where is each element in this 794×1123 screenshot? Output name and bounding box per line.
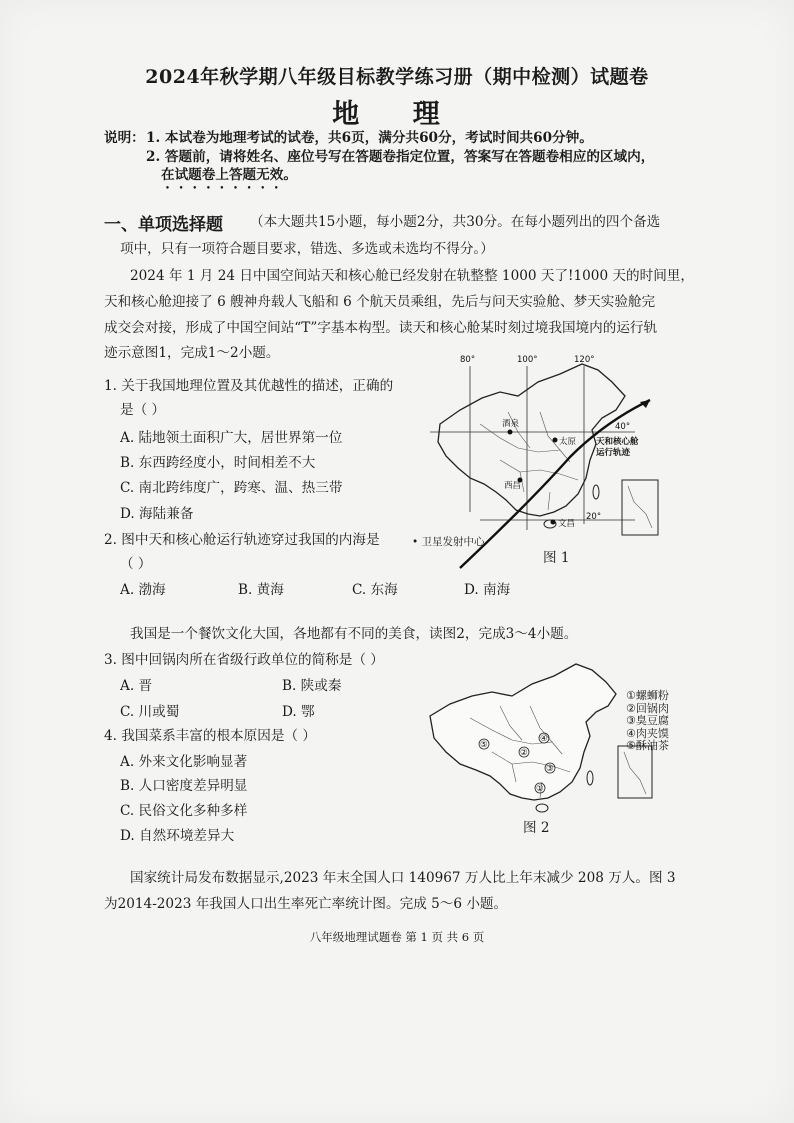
page-footer: 八年级地理试题卷 第 1 页 共 6 页 (309, 930, 485, 944)
passage3-line-1: 国家统计局发布数据显示,2023 年末全国人口 140967 万人比上年末减少 208 万人。图 3 (130, 870, 676, 886)
label-track-1: 天和核心舱 (596, 437, 639, 447)
label-lon-80: 80° (460, 355, 476, 365)
passage1-line-4: 迹示意图1，完成1～2小题。 (104, 345, 280, 361)
passage2-line-1: 我国是一个餐饮文化大国，各地都有不同的美食，读图2，完成3～4小题。 (130, 626, 578, 642)
legend-item-5: ⑤酥油茶 (626, 739, 669, 752)
marker-4: ④ (540, 734, 548, 744)
figure2-legend (626, 690, 669, 753)
passage1-line-3: 成交会对接，形成了中国空间站“T”字基本构型。读天和核心舱某时刻过境我国境内的运行轨 (104, 320, 658, 336)
passage1-line-1: 2024 年 1 月 24 日中国空间站天和核心舱已经发射在轨整整 1000 天了!1000 天的时间里， (130, 268, 694, 284)
instructions-label: 说明： (104, 130, 145, 146)
figure1-caption: 图 1 (543, 550, 570, 566)
q2-option-a: A. 渤海 (120, 582, 166, 598)
label-lon-100: 100° (517, 355, 538, 365)
q2-stem: 2. 图中天和核心舱运行轨迹穿过我国的内海是 (104, 532, 380, 548)
instruction-line-2: 2. 答题前，请将姓名、座位号写在答题卷指定位置，答案写在答题卷相应的区域内， (146, 149, 655, 165)
q4-option-c: C. 民俗文化多种多样 (120, 803, 248, 819)
q4-option-a: A. 外来文化影响显著 (120, 754, 248, 770)
q4-option-b: B. 人口密度差异明显 (120, 778, 248, 794)
figure1-legend: • 卫星发射中心 (412, 536, 485, 548)
marker-5: ⑤ (480, 740, 488, 750)
label-lat-40: 40° (615, 422, 631, 432)
q2-paren: （ ） (120, 556, 152, 572)
q2-option-c: C. 东海 (352, 582, 398, 598)
legend-item-3: ③臭豆腐 (626, 714, 669, 727)
label-lat-20: 20° (586, 512, 602, 522)
subject-title: 地 理 (332, 99, 462, 130)
province-lines (480, 412, 578, 510)
taiwan-island (593, 485, 599, 499)
q1-option-a: A. 陆地领土面积广大，居世界第一位 (120, 430, 343, 446)
section-heading: 一、单项选择题 (104, 215, 223, 235)
china-outline-2 (430, 664, 616, 800)
label-lon-120: 120° (574, 355, 595, 365)
instruction-line-3: 在试题卷上答题无效。 (161, 167, 297, 183)
marker-3: ③ (546, 764, 554, 774)
marker-2: ② (520, 748, 528, 758)
q3-option-c: C. 川或蜀 (120, 704, 180, 720)
marker-1: ① (536, 784, 544, 794)
q2-option-b: B. 黄海 (238, 582, 284, 598)
passage3-line-2: 为2014-2023 年我国人口出生率死亡率统计图。完成 5～6 小题。 (104, 896, 508, 912)
q3-option-b: B. 陕或秦 (282, 678, 342, 694)
q2-option-d: D. 南海 (464, 582, 511, 598)
q3-option-d: D. 鄂 (282, 704, 315, 720)
q1-option-d: D. 海陆兼备 (120, 506, 194, 522)
label-taiyuan: 太原 (559, 437, 577, 447)
q4-stem: 4. 我国菜系丰富的根本原因是（ ） (104, 728, 316, 744)
q3-stem: 3. 图中回锅肉所在省级行政单位的简称是（ ） (104, 652, 384, 668)
site-wenchang-dot (551, 520, 556, 525)
q1-stem-cont: 是（ ） (120, 402, 166, 418)
q1-stem: 1. 关于我国地理位置及其优越性的描述，正确的 (104, 378, 394, 394)
site-taiyuan-dot (553, 438, 558, 443)
label-wenchang: 文昌 (558, 519, 576, 529)
south-sea-inset (622, 480, 658, 535)
section-note-line-1: （本大题共15小题，每小题2分，共30分。在每小题列出的四个备选 (250, 214, 661, 230)
q1-option-b: B. 东西跨经度小，时间相差不大 (120, 455, 316, 471)
figure2-caption: 图 2 (523, 820, 550, 836)
legend-item-2: ②回锅肉 (626, 701, 669, 715)
q4-option-d: D. 自然环境差异大 (120, 828, 235, 844)
instruction-line-1: 1. 本试卷为地理考试的试卷，共6页，满分共60分，考试时间共60分钟。 (146, 130, 593, 146)
label-xichang: 西昌 (504, 481, 522, 491)
q3-option-a: A. 晋 (120, 678, 153, 694)
site-jiuquan-dot (508, 430, 513, 435)
south-sea-inset-2 (618, 746, 652, 798)
label-jiuquan: 酒泉 (502, 419, 520, 429)
section-note-line-2: 项中，只有一项符合题目要求，错选、多选或未选均不得分。） (120, 241, 494, 257)
legend-item-4: ④肉夹馍 (626, 726, 669, 740)
q1-option-c: C. 南北跨纬度广，跨寒、温、热三带 (120, 480, 343, 496)
exam-title: 2024年秋学期八年级目标教学练习册（期中检测）试题卷 (145, 66, 649, 88)
passage1-line-2: 天和核心舱迎接了 6 艘神舟载人飞船和 6 个航天员乘组，先后与问天实验舱、梦天实验舱完 (104, 294, 656, 310)
legend-item-1: ①螺蛳粉 (626, 689, 669, 702)
label-track-2: 运行轨迹 (596, 448, 631, 458)
